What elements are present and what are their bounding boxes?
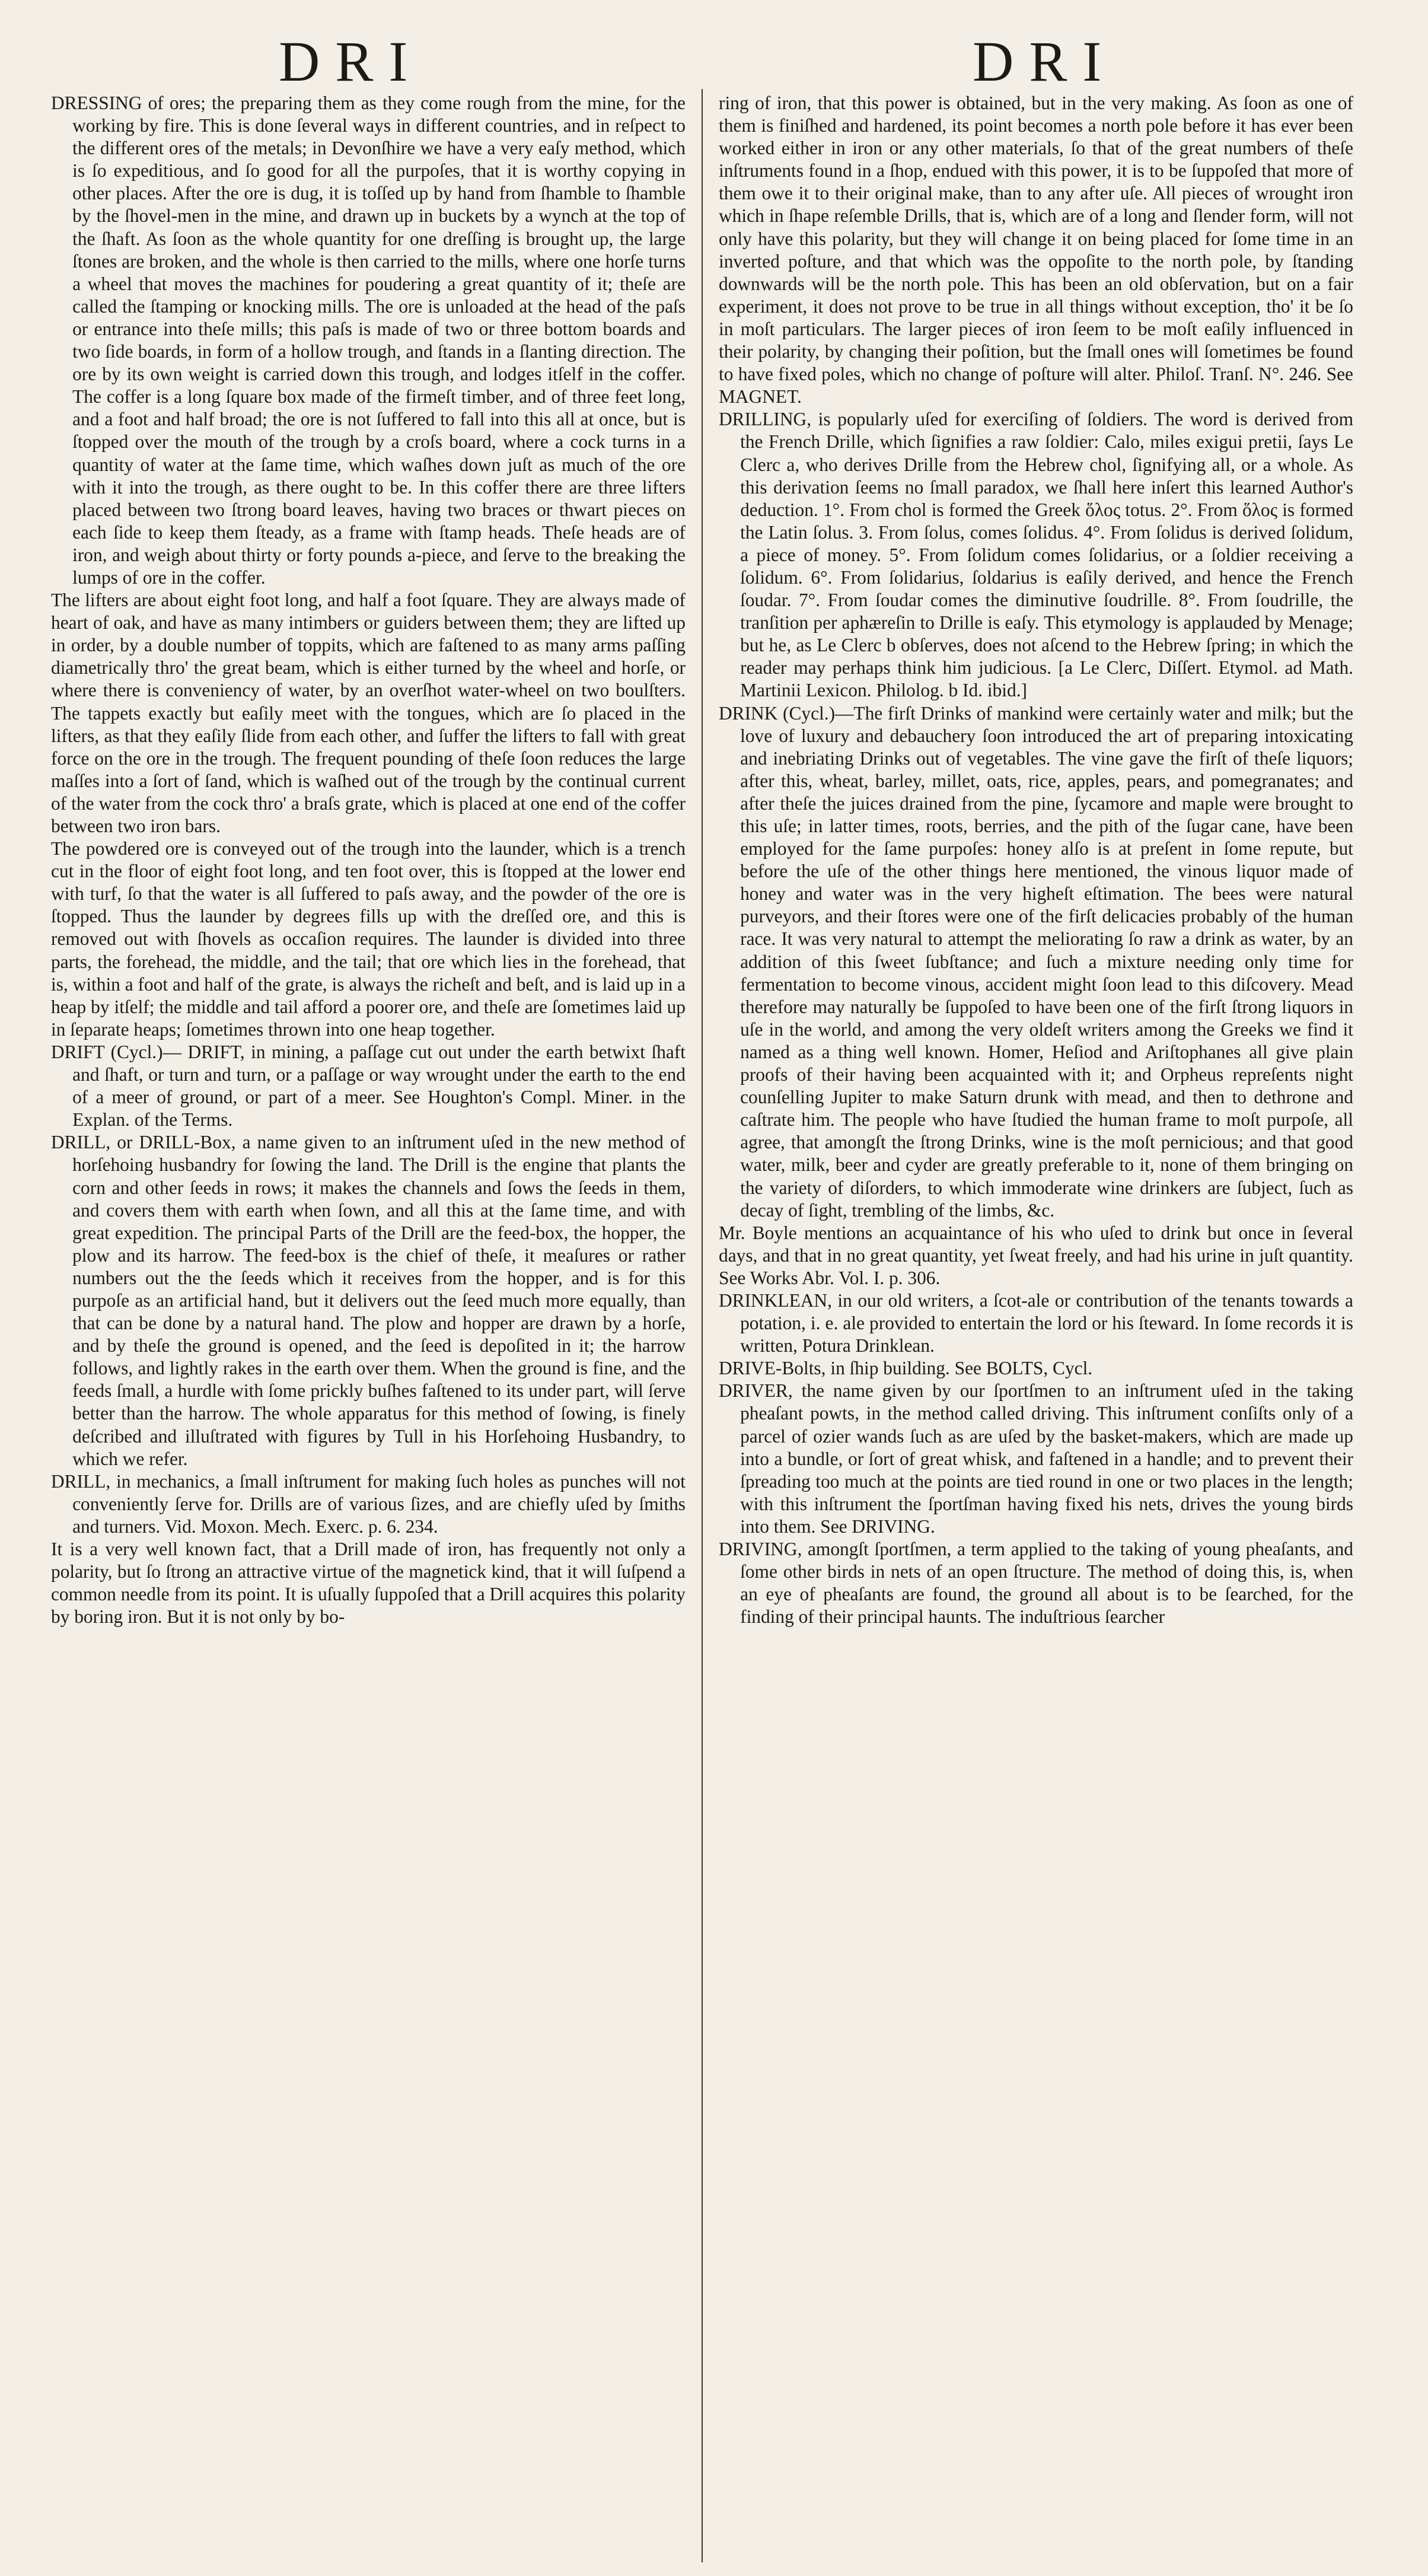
entry-drill-mechanics: DRILL, in mechanics, a ſmall inſtrument for making ſuch holes as punches will not conveniently ſerve for. Drills are of various ſizes, and are chiefly uſed by ſmiths and turners. Vid. Moxon. Mech. Exerc. p. 6. 234. — [51, 1470, 686, 1537]
running-head-right: DRI — [973, 30, 1117, 93]
paragraph-drill-polarity: It is a very well known fact, that a Drill made of iron, has frequently not only a polarity, but ſo ſtrong an attractive virtue of the magnetick kind, that it will ſuſpend a common needle from its point. It is uſually ſuppoſed that a Drill acquires this polarity by boring iron. But it is not only by bo- — [51, 1539, 686, 1628]
entry-drilling: DRILLING, is popularly uſed for exerciſing of ſoldiers. The word is derived from the French Drille, which ſignifies a raw ſoldier: Calo, miles exigui pretii, ſays Le Clerc a, who derives Drille from the Hebrew chol, ſignifying all, or a whole. As this derivation ſeems no ſmall paradox, we ſhall here inſert this learned Author's deduction. 1°. From chol is formed the Greek ὅλος totus. 2°. From ὅλος is formed the Latin ſolus. 3. From ſolus, comes ſolidus. 4°. From ſolidus is derived ſolidum, a piece of money. 5°. From ſolidum comes ſolidarius, or a ſoldier receiving a ſolidum. 6°. From ſolidarius, ſoldarius is eaſily derived, and hence the French ſoudar. 7°. From ſoudar comes the diminutive ſoudrille. 8°. From ſoudrille, the tranſition per aphæreſin to Drille is eaſy. This etymology is applauded by Menage; but he, as Le Clerc b obſerves, does not aſcend to the Hebrew ſpring; in which the reader may perhaps think him judicious. [a Le Clerc, Diſſert. Etymol. ad Math. Martinii Lexicon. Philolog. b Id. ibid.] — [719, 409, 1353, 701]
paragraph-mr-boyle: Mr. Boyle mentions an acquaintance of his who uſed to drink but once in ſeveral days, and that in no great quantity, yet ſweat freely, and had his urine in juſt quantity. See Works Abr. Vol. I. p. 306. — [719, 1222, 1353, 1288]
left-column — [51, 92, 686, 2553]
entry-drinklean: DRINKLEAN, in our old writers, a ſcot-ale or contribution of the tenants towards a potation, i. e. ale provided to entertain the lord or his ſteward. In ſome records it is written, Potura Drinklean. — [719, 1289, 1353, 1357]
entry-dressing-of-ores: DRESSING of ores; the preparing them as they come rough from the mine, for the working by fire. This is done ſeveral ways in different countries, and in reſpect to the different ores of the metals; in Devonſhire we have a very eaſy method, which is ſo expeditious, and ſo good for all the purpoſes, that it is worthy copying in other places. After the ore is dug, it is toſſed up by hand from ſhamble to ſhamble by the ſhovel-men in the mine, and drawn up in buckets by a wynch at the top of the ſhaft. As ſoon as the whole quantity for one dreſſing is brought up, the large ſtones are broken, and the whole is then carried to the mills, where one horſe turns a wheel that moves the machines for poudering a great quantity of it; theſe are called the ſtamping or knocking mills. The ore is unloaded at the head of the paſs or entrance into theſe mills; this paſs is made of two or three bottom boards and two ſide boards, in form of a hollow trough, and ſtands in a ſlanting direction. The ore by its own weight is carried down this trough, and lodges itſelf in the coffer. The coffer is a long ſquare box made of the firmeſt timber, and of three feet long, and a foot and half broad; the ore is not ſuffered to fall into this all at once, but is ſtopped over the mouth of the trough by a croſs board, where a cock turns in a quantity of water at the ſame time, which waſhes down juſt as much of the ore with it into the trough, as there ought to be. In this coffer there are three lifters placed between two ſtrong board leaves, having two braces or thwart pieces on each ſide to keep them ſteady, as a frame with ſtamp heads. Theſe heads are of iron, and weigh about thirty or forty pounds a-piece, and ſerve to the breaking the lumps of ore in the coffer. — [51, 93, 686, 588]
entry-drill-box: DRILL, or DRILL-Box, a name given to an inſtrument uſed in the new method of horſehoing husbandry for ſowing the land. The Drill is the engine that plants the corn and other ſeeds in rows; it makes the channels and ſows the ſeeds in them, and covers them with earth when ſown, and all this at the ſame time, and with great expedition. The principal Parts of the Drill are the feed-box, the hopper, the plow and its harrow. The feed-box is the chief of theſe, it meaſures or rather numbers out the the ſeeds which it receives from the hopper, and is for this purpoſe as an artificial hand, but it delivers out the ſeed much more equally, than that can be done by a natural hand. The plow and hopper are drawn by a horſe, and by theſe the ground is opened, and the ſeed is depoſited in it; the harrow follows, and lightly rakes in the earth over them. When the ground is fine, and the feeds ſmall, a hurdle with ſome prickly buſhes faſtened to its under part, will ſerve better than the harrow. The whole apparatus for this method of ſowing, is finely deſcribed and illuſtrated with figures by Tull in his Horſehoing Husbandry, to which we refer. — [51, 1132, 686, 1469]
paragraph-drill-polarity-continued: ring of iron, that this power is obtained, but in the very making. As ſoon as one of them is finiſhed and hardened, its point becomes a north pole before it has ever been worked either in iron or any other materials, ſo that of the great numbers of theſe inſtruments found in a ſhop, endued with this power, it is to be ſuppoſed that more of them owe it to their original make, than to any after uſe. All pieces of wrought iron which in ſhape reſemble Drills, that is, which are of a long and ſlender form, will not only have this polarity, but they will change it on being placed for ſome time in an inverted poſture, and that which was the oppoſite to the north pole, by ſtanding downwards will be the north pole. This has been an old obſervation, but on a fair experiment, it does not prove to be true in all things without exception, tho' it be ſo in moſt particulars. The larger pieces of iron ſeem to be moſt eaſily influenced in their polarity, by changing their poſition, but the ſmall ones will ſometimes be found to have fixed poles, which no change of poſture will alter. Philoſ. Tranſ. N°. 246. See MAGNET. — [719, 93, 1353, 407]
entry-drift: DRIFT (Cycl.)— DRIFT, in mining, a paſſage cut out under the earth betwixt ſhaft and ſhaft, or turn and turn, or a paſſage or way wrought under the earth to the end of a meer of ground, or part of a meer. See Houghton's Compl. Miner. in the Explan. of the Terms. — [51, 1041, 686, 1131]
right-column — [719, 92, 1353, 2553]
entry-driving: DRIVING, amongſt ſportſmen, a term applied to the taking of young pheaſants, and ſome other birds in nets of an open ſtructure. The method of doing this, is, when an eye of pheaſants are found, the ground all about is to be ſearched, for the finding of their principal haunts. The induſtrious ſearcher — [719, 1539, 1353, 1628]
running-head-left: DRI — [279, 30, 423, 93]
entry-drive-bolts: DRIVE-Bolts, in ſhip building. See BOLTS, Cycl. — [719, 1358, 1093, 1379]
entry-driver: DRIVER, the name given by our ſportſmen to an inſtrument uſed in the taking pheaſant powts, in the method called driving. This inſtrument conſiſts only of a parcel of ozier wands ſuch as are uſed by the basket-makers, which are made up into a bundle, or ſort of great whisk, and faſtened in a handle; and to prevent their ſpreading too much at the points are tied round in one or two places in the length; with this inſtrument the ſportſman having fixed his nets, drives the young birds into them. See DRIVING. — [719, 1380, 1353, 1537]
paragraph-powdered-ore: The powdered ore is conveyed out of the trough into the launder, which is a trench cut in the floor of eight foot long, and ten foot over, this is ſtopped at the lower end with turf, ſo that the water is all ſuffered to paſs away, and the powder of the ore is ſtopped. Thus the launder by degrees fills up with the dreſſed ore, and this is removed out with ſhovels as occaſion requires. The launder is divided into three parts, the forehead, the middle, and the tail; that ore which lies in the forehead, that is, within a foot and half of the grate, is always the richeſt and beſt, and is laid up in a heap by itſelf; the middle and tail afford a poorer ore, and theſe are ſometimes laid up in ſeparate heaps; ſometimes thrown into one heap together. — [51, 838, 686, 1040]
column-divider — [702, 89, 703, 2562]
paragraph-lifters: The lifters are about eight foot long, and half a foot ſquare. They are always made of heart of oak, and have as many intimbers or guiders between them; they are lifted up in order, by a double number of toppits, which are faſtened to as many arms paſſing diametrically thro' the great beam, which is either turned by the wheel and horſe, or where there is conveniency of water, by an overſhot water-wheel on two boulſters. The tappets exactly but eaſily meet with the tongues, which are ſo placed in the lifters, as that they eaſily ſlide from each other, and ſuffer the lifters to fall with great force on the ore in the trough. The frequent pounding of theſe ſoon reduces the large maſſes into a ſort of ſand, which is waſhed out of the trough by the continual current of the water from the cock thro' a braſs grate, which is placed at one end of the coffer between two iron bars. — [51, 590, 686, 836]
entry-drink: DRINK (Cycl.)—The firſt Drinks of mankind were certainly water and milk; but the love of luxury and debauchery ſoon introduced the art of preparing intoxicating and inebriating Drinks out of vegetables. The vine gave the firſt of theſe liquors; after this, wheat, barley, millet, oats, rice, apples, pears, and pomegranates; and after theſe the juices drained from the pine, ſycamore and maple were brought to this uſe; in latter times, roots, berries, and the pith of the ſugar cane, have been employed for the ſame purpoſes: honey alſo is at preſent in ſome repute, but before the uſe of the other things here mentioned, the vinous liquor made of honey and water was in the very higheſt eſtimation. The bees were natural purveyors, and their ſtores were one of the firſt delicacies probably of the human race. It was very natural to attempt the meliorating ſo raw a drink as water, by an addition of this ſweet ſubſtance; and ſuch a mixture needing only time for fermentation to become vinous, accident might ſoon lead to this diſcovery. Mead therefore may naturally be ſuppoſed to have been one of the firſt ſtrong liquors in uſe in the world, and among the very oldeſt writers among the Greeks we find it named as a thing well known. Homer, Heſiod and Ariſtophanes all give plain proofs of their having been acquainted with it; and Orpheus repreſents night counſelling Jupiter to make Saturn drunk with mead, and then to dethrone and caſtrate him. The people who have ſtudied the human frame to moſt purpoſe, all agree, that amongſt the ſtrong Drinks, wine is the moſt pernicious; and that good water, milk, beer and cyder are greatly preferable to it, none of them bringing on the variety of diſorders, to which immoderate wine drinkers are ſubject, ſuch as decay of ſight, trembling of the limbs, &c. — [719, 702, 1353, 1221]
